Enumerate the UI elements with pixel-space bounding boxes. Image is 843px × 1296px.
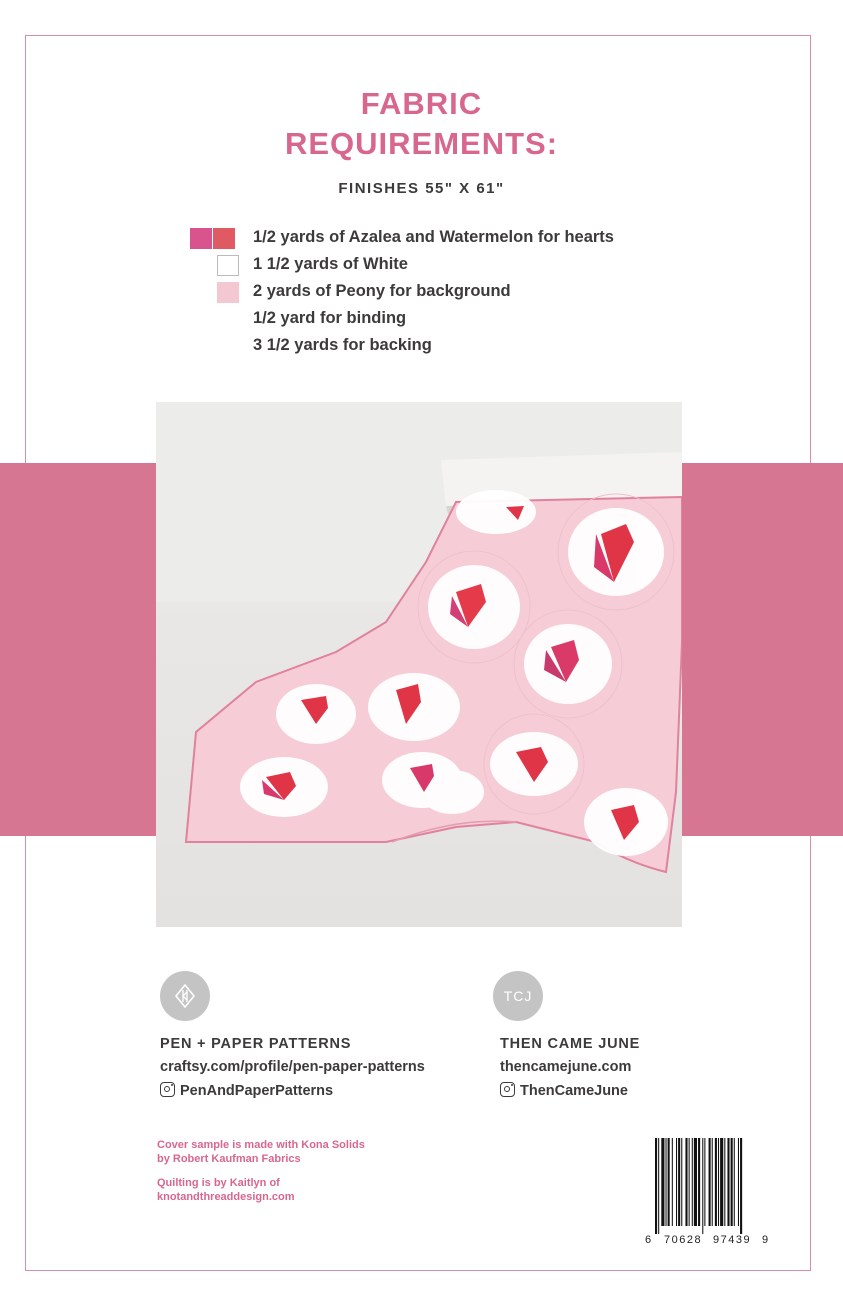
barcode-group-2: 97439	[713, 1234, 752, 1246]
barcode-bar	[658, 1138, 659, 1234]
white-swatch	[217, 255, 239, 276]
designer-name-right: THEN CAME JUNE	[500, 1036, 641, 1052]
barcode-bars	[643, 1138, 773, 1234]
barcode-bar	[685, 1138, 687, 1226]
quilt-illustration	[156, 402, 682, 927]
barcode-bar	[704, 1138, 705, 1226]
requirement-text: 2 yards of Peony for background	[253, 282, 511, 300]
barcode-bar	[720, 1138, 723, 1226]
title-line-2: REQUIREMENTS:	[284, 126, 559, 161]
instagram-icon	[160, 1082, 175, 1097]
barcode-bar	[681, 1138, 682, 1226]
barcode-bar	[694, 1138, 697, 1226]
barcode-bar	[698, 1138, 700, 1226]
barcode-bar	[715, 1138, 717, 1226]
barcode-bar	[676, 1138, 677, 1226]
barcode-bar	[718, 1138, 719, 1226]
barcode-bar	[702, 1138, 703, 1234]
pen-paper-logo-mark	[172, 983, 198, 1009]
barcode-bar	[731, 1138, 733, 1226]
barcode-bar	[692, 1138, 693, 1226]
barcode-bar	[734, 1138, 735, 1226]
requirement-text: 1 1/2 yards of White	[253, 255, 408, 273]
barcode-bar	[661, 1138, 664, 1226]
barcode-bar	[712, 1138, 713, 1226]
barcode-bar	[655, 1138, 657, 1234]
quilting-note-line-2: knotandthreaddesign.com	[157, 1191, 295, 1203]
finished-size: FINISHES 55" X 61"	[338, 180, 505, 197]
instagram-handle-right[interactable]	[500, 1082, 628, 1099]
cover-note	[157, 1138, 365, 1166]
requirement-text: 1/2 yards of Azalea and Watermelon for hearts	[253, 228, 614, 246]
barcode-bar	[738, 1138, 739, 1226]
barcode-bar	[678, 1138, 680, 1226]
designer-url-right[interactable]: thencamejune.com	[500, 1059, 632, 1075]
barcode-lead-digit: 6	[645, 1234, 652, 1246]
tcj-logo	[493, 971, 543, 1021]
azalea-swatch	[190, 228, 212, 249]
barcode-bar	[666, 1138, 667, 1226]
instagram-text-right: ThenCameJune	[520, 1083, 628, 1099]
barcode-check-digit: 9	[762, 1234, 769, 1246]
barcode-group-1: 70628	[664, 1234, 703, 1246]
cover-note-line-1: Cover sample is made with Kona Solids	[157, 1139, 365, 1151]
quilting-note	[157, 1176, 295, 1204]
barcode-bar	[672, 1138, 673, 1226]
tcj-logo-text: TCJ	[503, 988, 533, 1004]
cover-note-line-2: by Robert Kaufman Fabrics	[157, 1153, 301, 1165]
designer-url-left[interactable]: craftsy.com/profile/pen-paper-patterns	[160, 1059, 425, 1075]
barcode-bar	[689, 1138, 690, 1226]
watermelon-swatch	[213, 228, 235, 249]
requirement-text: 3 1/2 yards for backing	[253, 336, 432, 354]
instagram-handle-left[interactable]	[160, 1082, 333, 1099]
barcode-bar	[727, 1138, 729, 1226]
barcode-bar	[724, 1138, 725, 1226]
barcode-bar	[740, 1138, 742, 1234]
quilting-note-line-1: Quilting is by Kaitlyn of	[157, 1177, 280, 1189]
instagram-text-left: PenAndPaperPatterns	[180, 1083, 334, 1099]
title-line-1: FABRIC	[360, 86, 483, 121]
barcode-bar	[709, 1138, 711, 1226]
pen-paper-logo-icon	[160, 971, 210, 1021]
quilt-photo	[156, 402, 682, 927]
instagram-icon	[500, 1082, 515, 1097]
designer-name-left: PEN + PAPER PATTERNS	[160, 1036, 352, 1052]
barcode	[643, 1138, 773, 1258]
barcode-bar	[668, 1138, 670, 1226]
requirement-text: 1/2 yard for binding	[253, 309, 407, 327]
peony-swatch	[217, 282, 239, 303]
